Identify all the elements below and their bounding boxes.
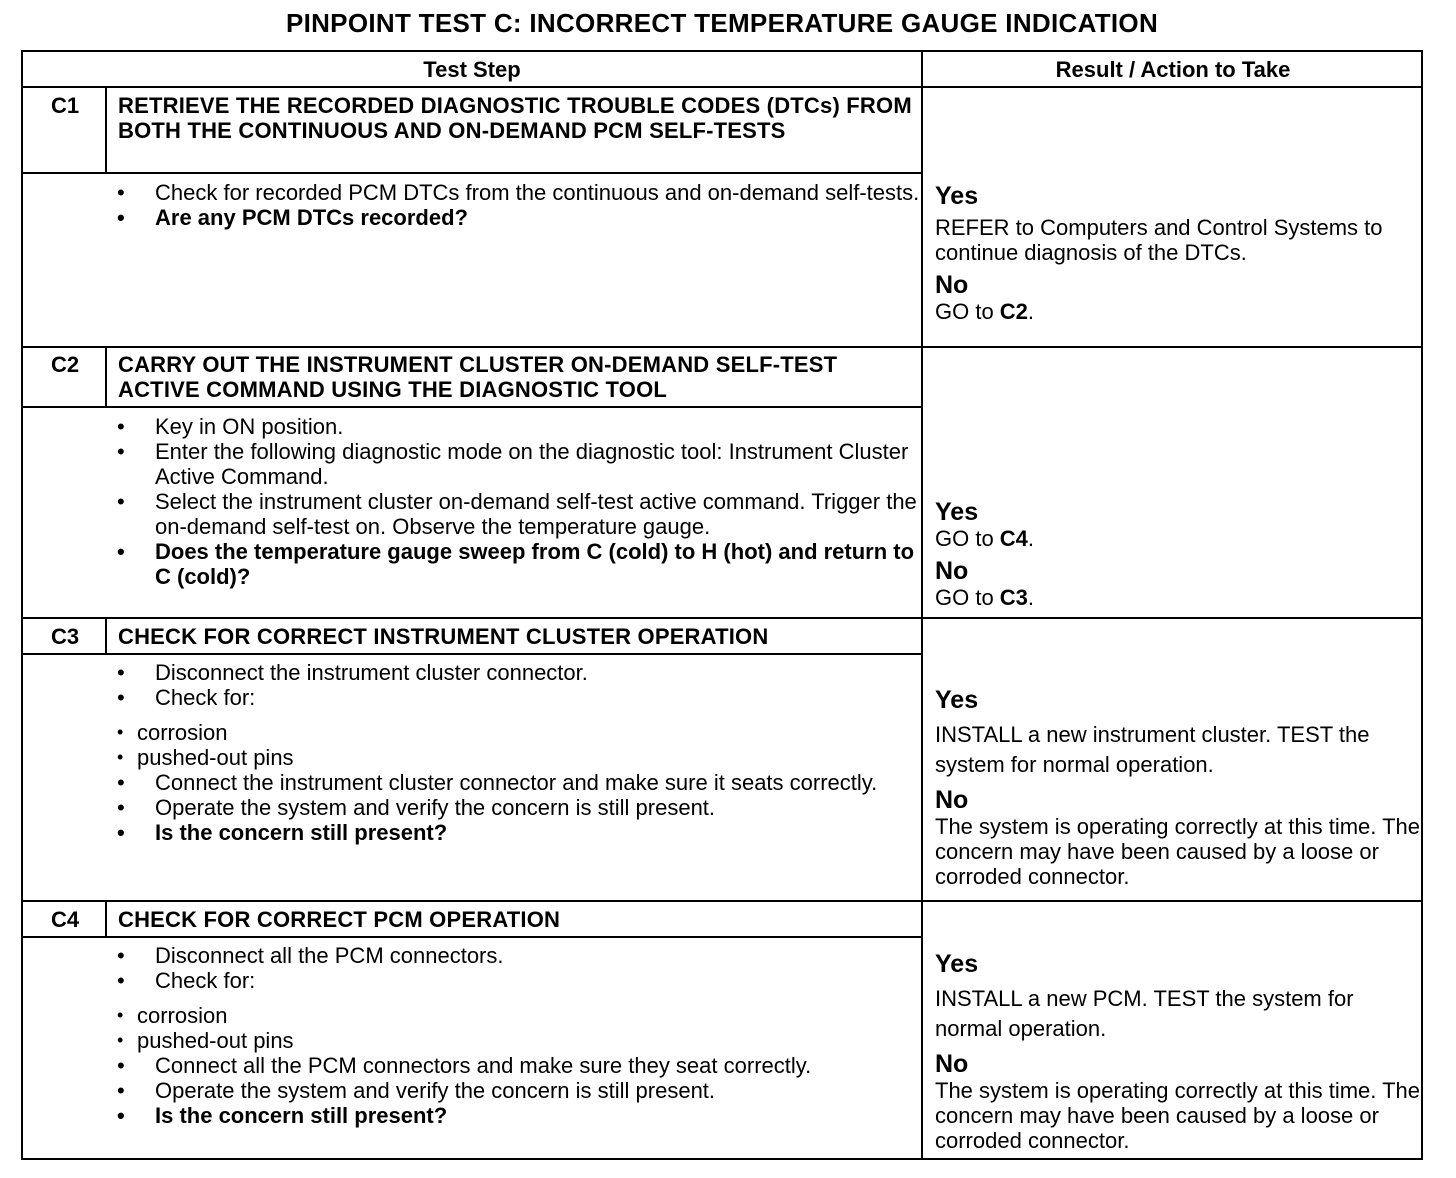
- row-divider: [23, 617, 1421, 619]
- instruction-item: • Operate the system and verify the concern is still present.: [115, 1078, 935, 1103]
- yes-action: REFER to Computers and Control Systems to continue diagnosis of the DTCs.: [935, 215, 1383, 265]
- step-instructions: [115, 660, 935, 845]
- yes-label: Yes: [935, 686, 979, 714]
- header-divider: [23, 86, 1421, 88]
- instruction-item: [115, 685, 935, 770]
- id-divider: [105, 619, 107, 655]
- no-label: No: [935, 786, 969, 814]
- row-divider: [23, 900, 1421, 902]
- instruction-item: • Key in ON position.: [115, 414, 935, 439]
- step-heading: CHECK FOR CORRECT PCM OPERATION: [118, 907, 561, 932]
- check-item: • pushed-out pins: [115, 1028, 935, 1053]
- result-panel: [935, 498, 1421, 616]
- result-panel: [935, 182, 1421, 330]
- check-item: • corrosion: [115, 720, 935, 745]
- question-item: • Is the concern still present?: [115, 820, 935, 845]
- instruction-item: • Disconnect the instrument cluster connector.: [115, 660, 935, 685]
- yes-label: Yes: [935, 182, 979, 210]
- check-list: [115, 1003, 935, 1053]
- question-item: • Are any PCM DTCs recorded?: [115, 205, 935, 230]
- no-action-prefix: GO to: [935, 585, 1000, 610]
- step-id: C4: [50, 907, 80, 932]
- result-panel: [935, 686, 1421, 895]
- check-item: • pushed-out pins: [115, 745, 935, 770]
- id-divider: [105, 88, 107, 174]
- question-item: • Does the temperature gauge sweep from C (cold) to H (hot) and return to C (cold)?: [115, 539, 935, 589]
- yes-action-suffix: .: [1027, 526, 1035, 551]
- header-test-step: Test Step: [423, 57, 521, 82]
- no-action-target: C2: [999, 299, 1028, 324]
- no-label: No: [935, 1050, 969, 1078]
- no-action: [935, 585, 1421, 610]
- step-heading: CHECK FOR CORRECT INSTRUMENT CLUSTER OPERATION: [118, 624, 769, 649]
- step-instructions: [115, 943, 935, 1128]
- no-action: The system is operating correctly at this time. The concern may have been caused by a loose or corroded connector.: [935, 814, 1420, 889]
- heading-divider: [23, 936, 921, 938]
- yes-action: INSTALL a new PCM. TEST the system for normal operation.: [935, 986, 1354, 1041]
- page-title: PINPOINT TEST C: INCORRECT TEMPERATURE GAUGE INDICATION: [285, 8, 1159, 38]
- check-list: [115, 720, 935, 770]
- instruction-text: Check for:: [155, 968, 256, 993]
- pinpoint-test-table: [21, 50, 1423, 1160]
- no-action-suffix: .: [1027, 299, 1035, 324]
- instruction-item: • Enter the following diagnostic mode on the diagnostic tool: Instrument Cluster Active Command.: [115, 439, 935, 489]
- step-instructions: [115, 180, 935, 230]
- instruction-item: • Connect all the PCM connectors and make sure they seat correctly.: [115, 1053, 935, 1078]
- instruction-item: • Disconnect all the PCM connectors.: [115, 943, 935, 968]
- yes-action: INSTALL a new instrument cluster. TEST the system for normal operation.: [935, 722, 1370, 777]
- yes-label: Yes: [935, 950, 979, 978]
- step-id: C2: [50, 352, 80, 377]
- heading-divider: [23, 406, 921, 408]
- instruction-item: • Connect the instrument cluster connector and make sure it seats correctly.: [115, 770, 935, 795]
- no-action-target: C3: [999, 585, 1028, 610]
- id-divider: [105, 902, 107, 938]
- check-item: • corrosion: [115, 1003, 935, 1028]
- yes-action-target: C4: [999, 526, 1028, 551]
- step-heading: RETRIEVE THE RECORDED DIAGNOSTIC TROUBLE CODES (DTCs) FROM BOTH THE CONTINUOUS AND ON-DEMAND PCM SELF-TESTS: [118, 93, 912, 143]
- heading-divider: [23, 653, 921, 655]
- instruction-item: • Check for recorded PCM DTCs from the continuous and on-demand self-tests.: [115, 180, 935, 205]
- no-action-prefix: GO to: [935, 299, 1000, 324]
- yes-action-prefix: GO to: [935, 526, 1000, 551]
- instruction-text: Check for:: [155, 685, 256, 710]
- step-id: C3: [50, 624, 80, 649]
- step-id: C1: [50, 93, 80, 118]
- row-divider: [23, 346, 1421, 348]
- instruction-item: [115, 968, 935, 1053]
- yes-action: [935, 526, 1421, 551]
- step-heading: CARRY OUT THE INSTRUMENT CLUSTER ON-DEMAND SELF-TEST ACTIVE COMMAND USING THE DIAGNOSTIC TOOL: [118, 352, 838, 402]
- header-result-action: Result / Action to Take: [1055, 57, 1291, 82]
- question-item: • Is the concern still present?: [115, 1103, 935, 1128]
- no-action: [935, 299, 1421, 324]
- yes-label: Yes: [935, 498, 979, 526]
- no-action: The system is operating correctly at this time. The concern may have been caused by a loose or corroded connector.: [935, 1078, 1420, 1153]
- instruction-item: • Select the instrument cluster on-demand self-test active command. Trigger the on-demand self-test on. Observe the temperature gauge.: [115, 489, 935, 539]
- id-divider: [105, 348, 107, 408]
- result-panel: [935, 950, 1421, 1159]
- heading-divider: [23, 172, 921, 174]
- instruction-item: • Operate the system and verify the concern is still present.: [115, 795, 935, 820]
- no-label: No: [935, 271, 969, 299]
- step-instructions: [115, 414, 935, 589]
- no-action-suffix: .: [1027, 585, 1035, 610]
- no-label: No: [935, 557, 969, 585]
